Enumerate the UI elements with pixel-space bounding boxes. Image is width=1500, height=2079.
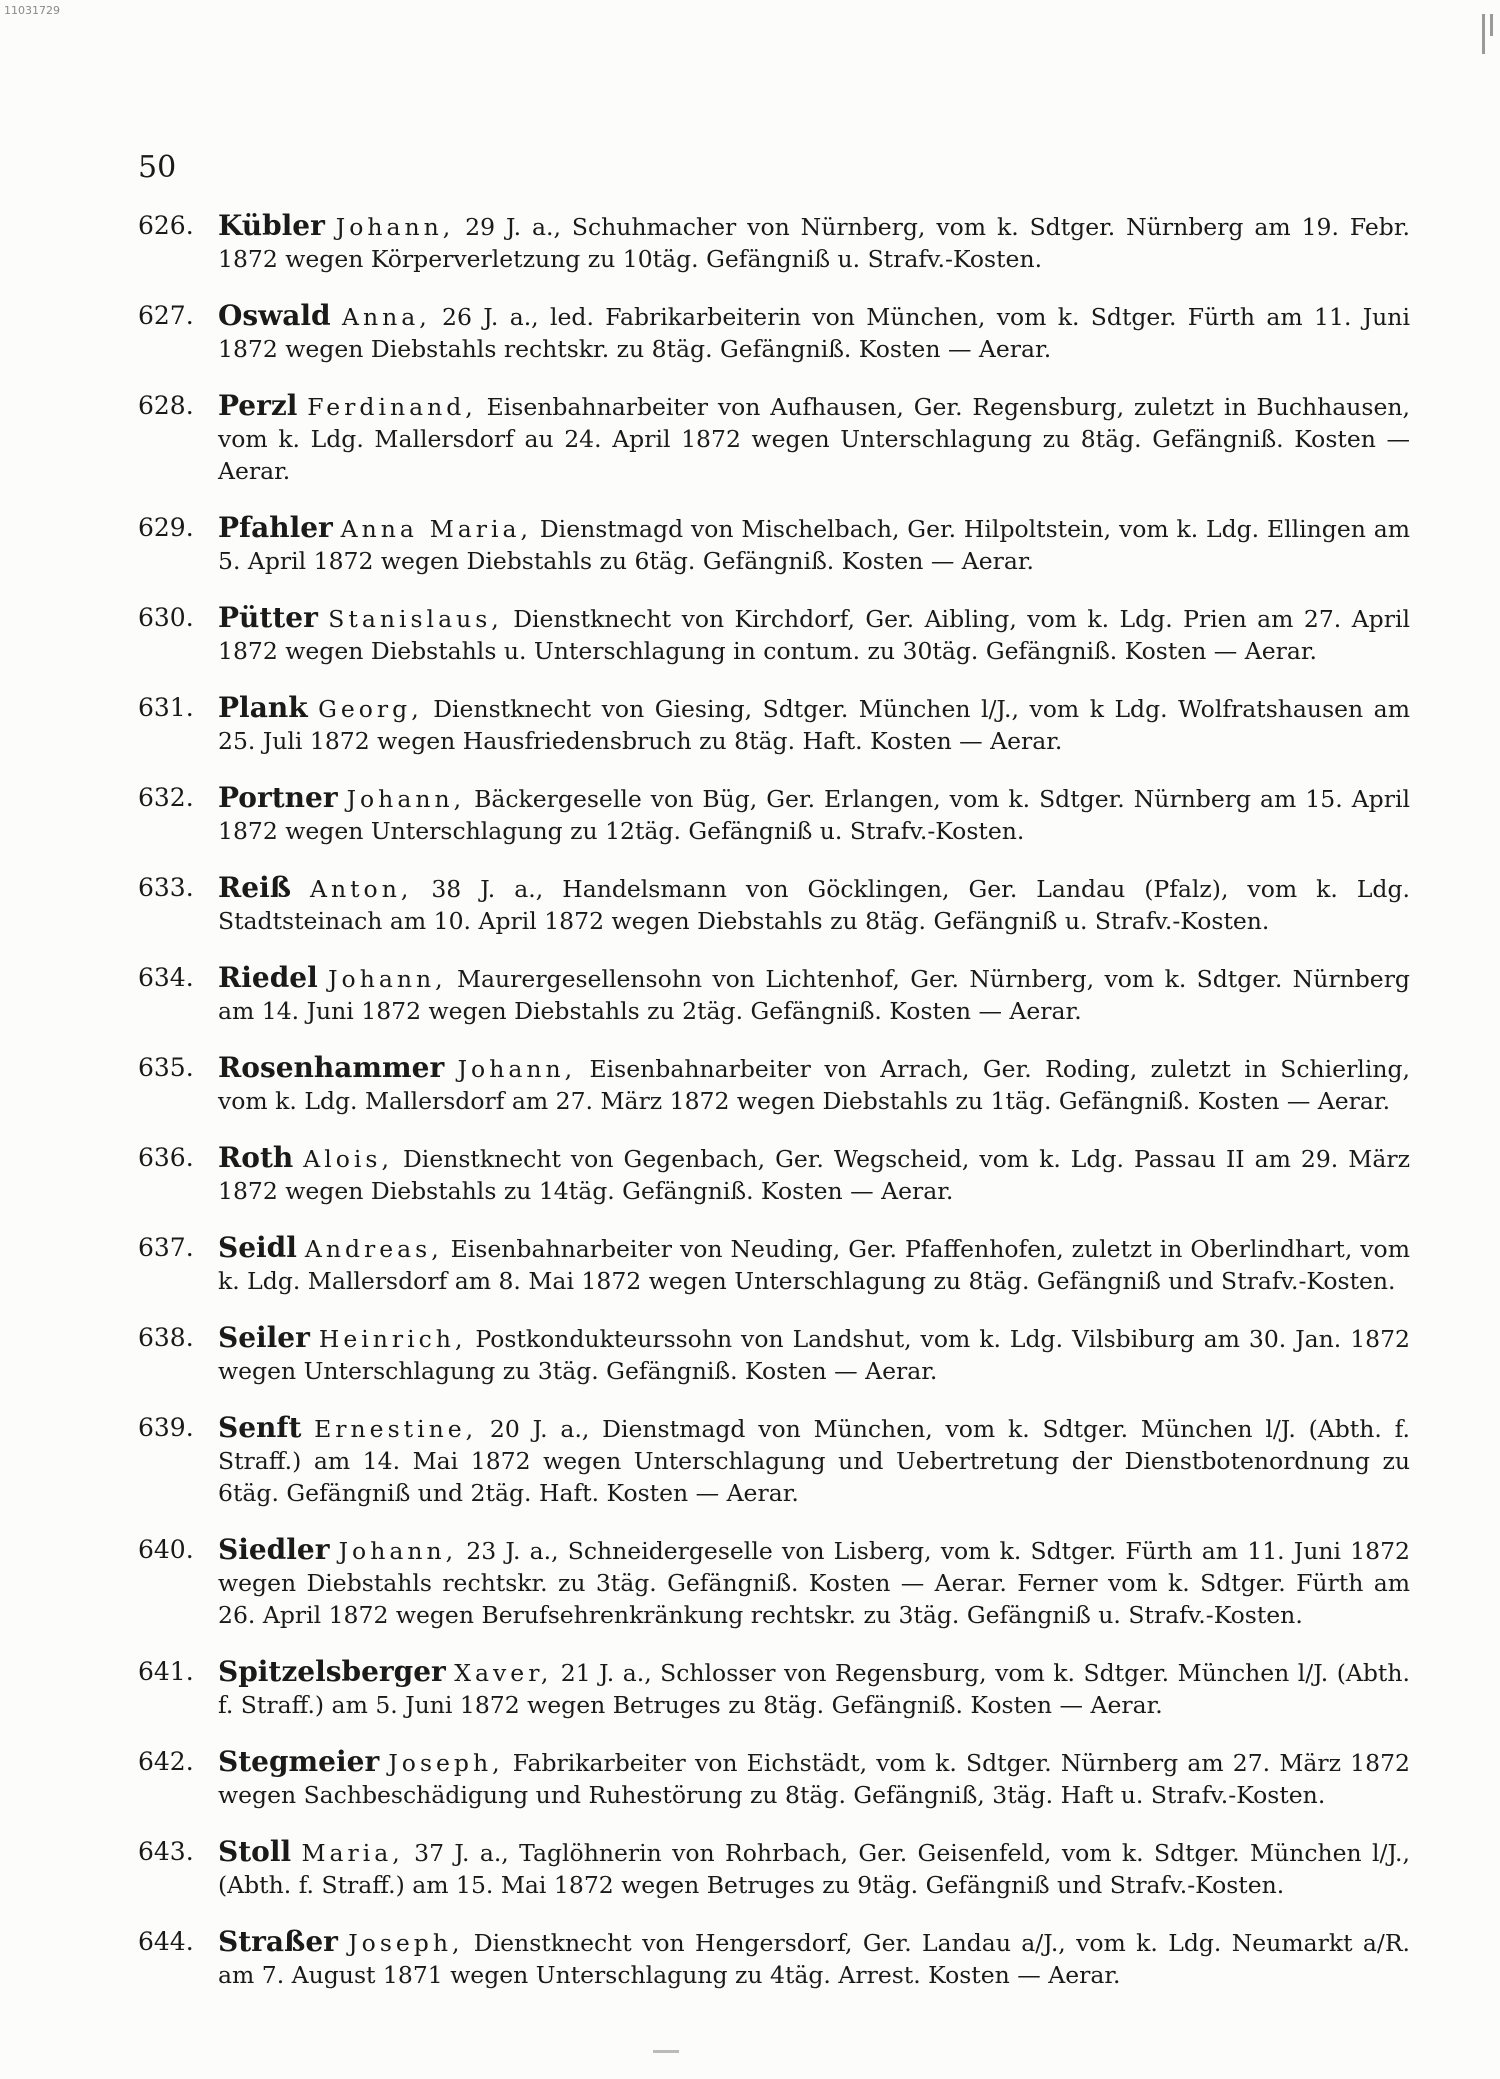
entry-number: 627. xyxy=(138,301,194,330)
entry-text: Maurergesellensohn von Lichtenhof, Ger. Nürnberg, vom k. Sdtger. Nürnberg am 14. Juni 1872 wegen Diebstahls zu 2täg. Gefängniß. Kosten — Aerar. xyxy=(218,965,1410,1025)
entry-given-name: Maria, xyxy=(301,1839,404,1867)
entry-number: 639. xyxy=(138,1413,194,1442)
entry-surname: Seiler xyxy=(218,1321,310,1354)
entry-body xyxy=(218,602,1410,667)
entry-text: Dienstknecht von Giesing, Sdtger. München l/J., vom k Ldg. Wolfratshausen am 25. Juli 1872 wegen Hausfriedensbruch zu 8täg. Haft. Kosten — Aerar. xyxy=(218,695,1410,755)
entry-body xyxy=(218,872,1410,937)
entry-given-name: Johann, xyxy=(335,213,455,241)
list-item xyxy=(138,692,1410,757)
entry-given-name: Andreas, xyxy=(304,1235,443,1263)
page-number: 50 xyxy=(138,150,177,185)
entry-surname: Pfahler xyxy=(218,511,333,544)
list-item xyxy=(138,300,1410,365)
entry-text: Eisenbahnarbeiter von Neuding, Ger. Pfaffenhofen, zuletzt in Oberlindhart, vom k. Ldg. Mallersdorf am 8. Mai 1872 wegen Unterschlagung zu 8täg. Gefängniß und Strafv.-Kosten. xyxy=(218,1235,1410,1295)
entry-surname: Stoll xyxy=(218,1835,292,1868)
entry-text: 38 J. a., Handelsmann von Göcklingen, Ger. Landau (Pfalz), vom k. Ldg. Stadtsteinach am 10. April 1872 wegen Diebstahls zu 8täg. Gefängniß u. Strafv.-Kosten. xyxy=(218,875,1410,935)
entry-surname: Straßer xyxy=(218,1925,338,1958)
entry-body xyxy=(218,692,1410,757)
list-item xyxy=(138,1836,1410,1901)
list-item xyxy=(138,872,1410,937)
entry-surname: Perzl xyxy=(218,389,298,422)
entry-body xyxy=(218,1232,1410,1297)
list-item xyxy=(138,782,1410,847)
entry-number: 630. xyxy=(138,603,194,632)
entry-body xyxy=(218,1926,1410,1991)
entry-given-name: Johann, xyxy=(457,1055,577,1083)
entry-given-name: Ernestine, xyxy=(314,1415,478,1443)
entry-text: 20 J. a., Dienstmagd von München, vom k. Sdtger. München l/J. (Abth. f. Straff.) am 14. Mai 1872 wegen Unterschlagung und Uebertretung der Dienstbotenordnung zu 6täg. Gefängniß und 2täg. Haft. Kosten — Aerar. xyxy=(218,1415,1410,1507)
entry-surname: Senft xyxy=(218,1411,302,1444)
entry-surname: Kübler xyxy=(218,209,325,242)
list-item xyxy=(138,602,1410,667)
list-item xyxy=(138,1232,1410,1297)
entry-given-name: Anna, xyxy=(341,303,431,331)
entry-given-name: Heinrich, xyxy=(318,1325,467,1353)
entry-surname: Portner xyxy=(218,781,338,814)
entry-text: 26 J. a., led. Fabrikarbeiterin von München, vom k. Sdtger. Fürth am 11. Juni 1872 wegen Diebstahls rechtskr. zu 8täg. Gefängniß. Kosten — Aerar. xyxy=(218,303,1410,363)
entry-number: 626. xyxy=(138,211,194,240)
entry-body xyxy=(218,512,1410,577)
entry-surname: Roth xyxy=(218,1141,294,1174)
page-edge-mark xyxy=(1478,14,1500,54)
list-item xyxy=(138,1142,1410,1207)
entry-number: 644. xyxy=(138,1927,194,1956)
list-item xyxy=(138,210,1410,275)
entry-body xyxy=(218,300,1410,365)
entry-given-name: Georg, xyxy=(318,695,423,723)
list-item xyxy=(138,1412,1410,1509)
entry-surname: Pütter xyxy=(218,601,318,634)
entry-text: Eisenbahnarbeiter von Aufhausen, Ger. Regensburg, zuletzt in Buchhausen, vom k. Ldg. Mallersdorf au 24. April 1872 wegen Unterschlagung zu 8täg. Gefängniß. Kosten — Aerar. xyxy=(218,393,1410,485)
list-item xyxy=(138,1322,1410,1387)
entry-number: 631. xyxy=(138,693,194,722)
entry-surname: Riedel xyxy=(218,961,318,994)
entry-body xyxy=(218,1656,1410,1721)
entry-text: Postkondukteurssohn von Landshut, vom k. Ldg. Vilsbiburg am 30. Jan. 1872 wegen Unterschlagung zu 3täg. Gefängniß. Kosten — Aerar. xyxy=(218,1325,1410,1385)
entry-surname: Seidl xyxy=(218,1231,297,1264)
entry-body xyxy=(218,390,1410,487)
entry-surname: Plank xyxy=(218,691,308,724)
entry-given-name: Ferdinand, xyxy=(307,393,477,421)
entry-number: 640. xyxy=(138,1535,194,1564)
entry-number: 641. xyxy=(138,1657,194,1686)
list-item xyxy=(138,390,1410,487)
entry-number: 643. xyxy=(138,1837,194,1866)
entry-number: 632. xyxy=(138,783,194,812)
entry-body xyxy=(218,782,1410,847)
entry-body xyxy=(218,210,1410,275)
entry-body xyxy=(218,1746,1410,1811)
list-item xyxy=(138,1926,1410,1991)
list-item xyxy=(138,1656,1410,1721)
entry-body xyxy=(218,1052,1410,1117)
entry-text: Bäckergeselle von Büg, Ger. Erlangen, vom k. Sdtger. Nürnberg am 15. April 1872 wegen Unterschlagung zu 12täg. Gefängniß u. Strafv.-Kosten. xyxy=(218,785,1410,845)
entry-body xyxy=(218,1412,1410,1509)
list-item xyxy=(138,1534,1410,1631)
entry-text: Dienstmagd von Mischelbach, Ger. Hilpoltstein, vom k. Ldg. Ellingen am 5. April 1872 wegen Diebstahls zu 6täg. Gefängniß. Kosten — Aerar. xyxy=(218,515,1410,575)
entry-surname: Spitzelsberger xyxy=(218,1655,446,1688)
entry-body xyxy=(218,1322,1410,1387)
entry-number: 638. xyxy=(138,1323,194,1352)
list-item xyxy=(138,1052,1410,1117)
entry-given-name: Johann, xyxy=(346,785,466,813)
entry-surname: Reiß xyxy=(218,871,291,904)
entry-number: 635. xyxy=(138,1053,194,1082)
entry-given-name: Anna Maria, xyxy=(340,515,533,543)
entry-given-name: Alois, xyxy=(303,1145,393,1173)
scan-id-label: 11031729 xyxy=(4,4,60,17)
entry-text: Dienstknecht von Kirchdorf, Ger. Aibling, vom k. Ldg. Prien am 27. April 1872 wegen Diebstahls u. Unterschlagung in contum. zu 30täg. Gefängniß. Kosten — Aerar. xyxy=(218,605,1410,665)
entry-number: 628. xyxy=(138,391,194,420)
entry-text: 37 J. a., Taglöhnerin von Rohrbach, Ger. Geisenfeld, vom k. Sdtger. München l/J., (Abth. f. Straff.) am 15. Mai 1872 wegen Betruges zu 9täg. Gefängniß und Strafv.-Kosten. xyxy=(218,1839,1410,1899)
entry-number: 633. xyxy=(138,873,194,902)
list-item xyxy=(138,962,1410,1027)
entry-given-name: Anton, xyxy=(310,875,413,903)
entry-given-name: Joseph, xyxy=(388,1749,504,1777)
entry-text: Eisenbahnarbeiter von Arrach, Ger. Roding, zuletzt in Schierling, vom k. Ldg. Mallersdorf am 27. März 1872 wegen Diebstahls zu 1täg. Gefängniß. Kosten — Aerar. xyxy=(218,1055,1410,1115)
entry-surname: Siedler xyxy=(218,1533,330,1566)
entry-text: Fabrikarbeiter von Eichstädt, vom k. Sdtger. Nürnberg am 27. März 1872 wegen Sachbeschädigung und Ruhestörung zu 8täg. Gefängniß, 3täg. Haft u. Strafv.-Kosten. xyxy=(218,1749,1410,1809)
entry-number: 634. xyxy=(138,963,194,992)
entry-number: 637. xyxy=(138,1233,194,1262)
entry-text: 21 J. a., Schlosser von Regensburg, vom k. Sdtger. München l/J. (Abth. f. Straff.) am 5. Juni 1872 wegen Betruges zu 8täg. Gefängniß. Kosten — Aerar. xyxy=(218,1659,1410,1719)
entry-body xyxy=(218,962,1410,1027)
entry-list xyxy=(138,210,1410,2016)
entry-surname: Oswald xyxy=(218,299,331,332)
entry-surname: Stegmeier xyxy=(218,1745,380,1778)
entry-given-name: Stanislaus, xyxy=(328,605,503,633)
entry-text: 29 J. a., Schuhmacher von Nürnberg, vom k. Sdtger. Nürnberg am 19. Febr. 1872 wegen Körperverletzung zu 10täg. Gefängniß u. Strafv.-Kosten. xyxy=(218,213,1410,273)
entry-surname: Rosenhammer xyxy=(218,1051,445,1084)
entry-number: 629. xyxy=(138,513,194,542)
entry-given-name: Johann, xyxy=(328,965,447,993)
list-item xyxy=(138,1746,1410,1811)
entry-body xyxy=(218,1534,1410,1631)
entry-text: Dienstknecht von Hengersdorf, Ger. Landau a/J., vom k. Ldg. Neumarkt a/R. am 7. August 1871 wegen Unterschlagung zu 4täg. Arrest. Kosten — Aerar. xyxy=(218,1929,1410,1989)
list-item xyxy=(138,512,1410,577)
entry-given-name: Joseph, xyxy=(348,1929,464,1957)
bottom-mark xyxy=(653,2050,679,2053)
entry-text: Dienstknecht von Gegenbach, Ger. Wegscheid, vom k. Ldg. Passau II am 29. März 1872 wegen Diebstahls zu 14täg. Gefängniß. Kosten — Aerar. xyxy=(218,1145,1410,1205)
entry-number: 642. xyxy=(138,1747,194,1776)
entry-number: 636. xyxy=(138,1143,194,1172)
entry-body xyxy=(218,1142,1410,1207)
entry-body xyxy=(218,1836,1410,1901)
entry-given-name: Xaver, xyxy=(454,1659,553,1687)
entry-given-name: Johann, xyxy=(338,1537,458,1565)
entry-text: 23 J. a., Schneidergeselle von Lisberg, vom k. Sdtger. Fürth am 11. Juni 1872 wegen Diebstahls rechtskr. zu 3täg. Gefängniß. Kosten — Aerar. Ferner vom k. Sdtger. Fürth am 26. April 1872 wegen Berufsehrenkränkung rechtskr. zu 3täg. Gefängniß u. Strafv.-Kosten. xyxy=(218,1537,1410,1629)
